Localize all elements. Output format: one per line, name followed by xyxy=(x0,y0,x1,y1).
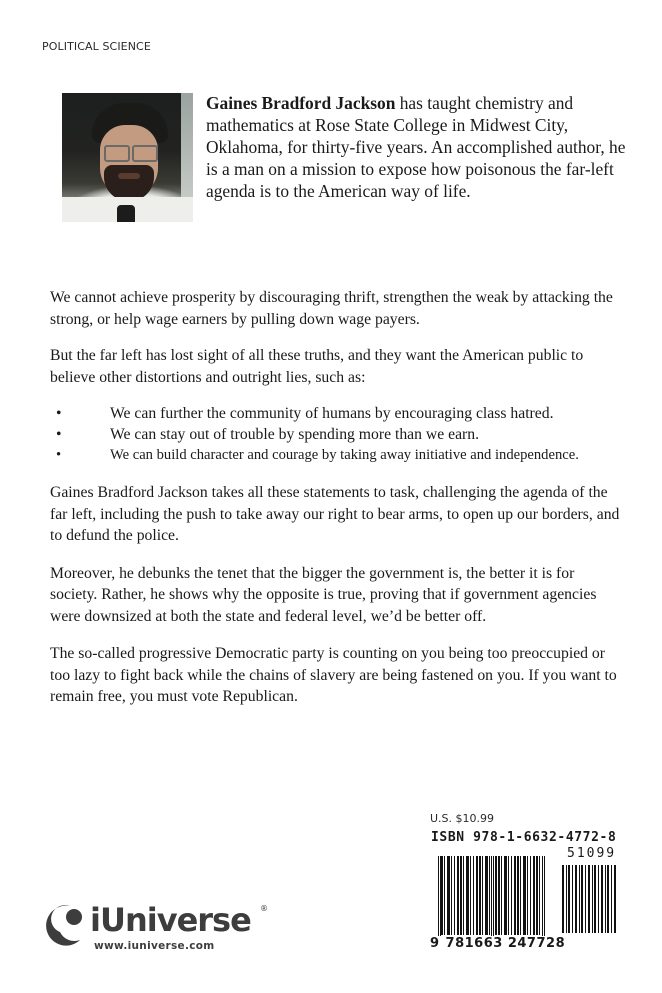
isbn-label: ISBN 978-1-6632-4772-8 xyxy=(431,830,617,845)
bullet-item: • We can further the community of humans by encouraging class hatred. xyxy=(56,405,554,422)
author-name: Gaines Bradford Jackson xyxy=(206,93,396,113)
bullet-icon: • xyxy=(56,426,62,443)
description-paragraph-2: But the far left has lost sight of all these truths, and they want the American public to believe other distortions and outright lies, such as: xyxy=(50,347,584,386)
bullet-item: • We can stay out of trouble by spending more than we earn. xyxy=(56,426,480,443)
barcode-digits xyxy=(428,936,567,951)
price-addon-barcode xyxy=(562,865,616,933)
bullet-item: • We can build character and courage by taking away initiative and independence. xyxy=(50,445,622,466)
publisher-logo xyxy=(40,900,280,960)
author-bio xyxy=(206,92,636,202)
category-label: POLITICAL SCIENCE xyxy=(42,40,151,53)
bullet-icon: • xyxy=(56,405,62,422)
author-bio-text: has taught chemistry and mathematics at Rose State College in Midwest City, Oklahoma, for thirty-five years. An accomplished author, he is a man on a mission to expose how poisonous the far-left agenda is to the American way of life. xyxy=(206,93,626,201)
publisher-url: www.iuniverse.com xyxy=(94,940,215,952)
bullet-icon: • xyxy=(56,447,62,463)
description-paragraph-5: The so-called progressive Democratic party is counting on you being too preoccupied or too lazy to fight back while the chains of slavery are being fastened on you. If you want to remain free, you must vote Republican. xyxy=(50,645,617,705)
lies-bullet-list xyxy=(50,403,622,466)
price-label: U.S. $10.99 xyxy=(430,812,495,825)
author-photo xyxy=(62,93,193,222)
description-paragraph-4: Moreover, he debunks the tenet that the bigger the government is, the better it is for society. Rather, he shows why the opposite is true, proving that if government agencies were downsized at both the state and federal level, we’d be better off. xyxy=(50,564,597,625)
price-code-label: 51099 xyxy=(567,846,617,861)
iuniverse-logo-icon xyxy=(40,902,86,948)
description-paragraph-3: Gaines Bradford Jackson takes all these statements to task, challenging the agenda of the far left, including the push to take away our right to bear arms, to open up our borders, and to defund the police. xyxy=(50,484,620,544)
barcode-lead-digit: 9 xyxy=(430,936,440,951)
description-paragraph-1: We cannot achieve prosperity by discouraging thrift, strengthen the weak by attacking the strong, or help wage earners by pulling down wage payers. xyxy=(50,289,613,328)
registered-mark: ® xyxy=(260,904,268,913)
barcode-number: 781663 247728 xyxy=(445,936,566,951)
publisher-name: iUniverse xyxy=(90,901,251,939)
book-description xyxy=(50,287,622,708)
isbn-barcode xyxy=(441,856,544,935)
